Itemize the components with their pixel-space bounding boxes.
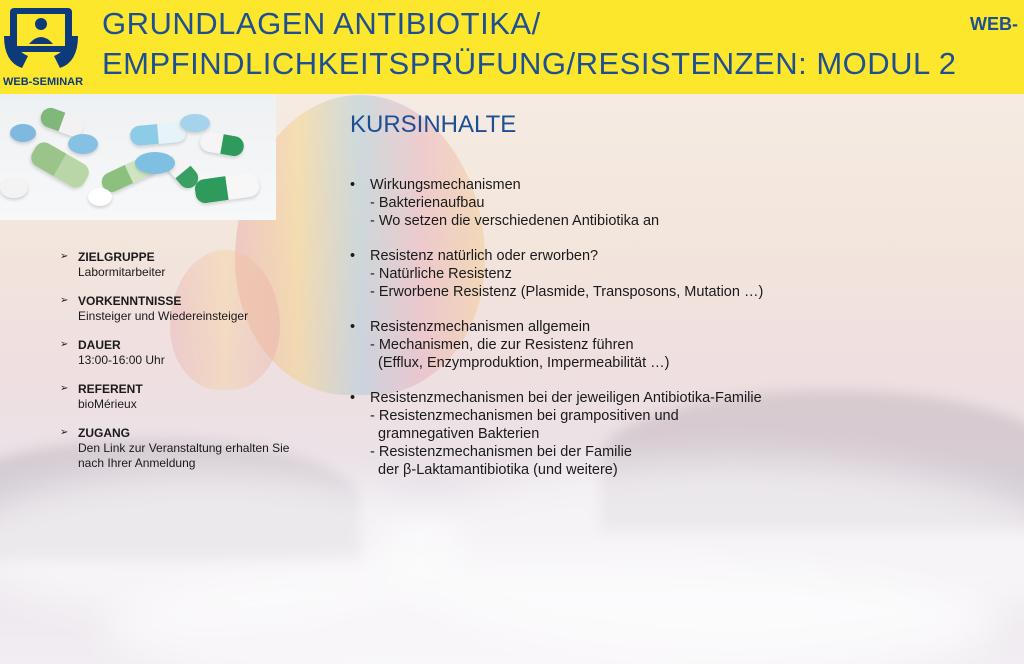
detail-speaker (60, 382, 320, 412)
content-main: Wirkungsmechanismen (370, 177, 521, 193)
content-sub: (Efflux, Enzymproduktion, Impermeabilität …) (370, 355, 670, 371)
detail-duration (60, 338, 320, 368)
detail-text: Labormitarbeiter (78, 265, 166, 279)
arrow-bullet-icon: ➢ (60, 295, 69, 306)
content-sub: - Resistenzmechanismen bei grampositiven und (370, 408, 679, 424)
title-line-1: GRUNDLAGEN ANTIBIOTIKA/ (102, 6, 541, 41)
content-sub: - Natürliche Resistenz (370, 266, 512, 282)
course-details-list (60, 250, 320, 485)
arrow-bullet-icon: ➢ (60, 427, 69, 438)
content-sub: - Resistenzmechanismen bei der Familie (370, 444, 632, 460)
content-item (350, 318, 990, 372)
header-bar (0, 0, 1024, 94)
detail-target-group (60, 250, 320, 280)
content-sub: gramnegativen Bakterien (370, 426, 540, 442)
web-seminar-logo (0, 0, 86, 94)
detail-text: Den Link zur Veranstaltung erhalten Sie (78, 441, 290, 455)
detail-text: 13:00-16:00 Uhr (78, 353, 165, 367)
bullet-dot: • (350, 177, 356, 193)
detail-heading: VORKENNTNISSE (78, 294, 182, 308)
content-main: Resistenzmechanismen bei der jeweiligen Antibiotika-Familie (370, 390, 762, 406)
detail-access (60, 426, 320, 471)
content-sub: - Erworbene Resistenz (Plasmide, Transposons, Mutation …) (370, 284, 764, 300)
content-main: Resistenz natürlich oder erworben? (370, 248, 599, 264)
detail-text: Einsteiger und Wiedereinsteiger (78, 309, 249, 323)
corner-tag: WEB- (970, 14, 1018, 34)
page-title (102, 4, 962, 84)
content-sub: - Bakterienaufbau (370, 195, 485, 211)
bullet-dot: • (350, 248, 356, 264)
pills-photo (0, 94, 276, 220)
section-title: KURSINHALTE (350, 111, 517, 138)
logo-label: WEB-SEMINAR (2, 76, 84, 88)
content-item (350, 247, 990, 301)
content-item (350, 389, 990, 479)
detail-heading: REFERENT (78, 382, 143, 396)
detail-text: nach Ihrer Anmeldung (78, 456, 196, 470)
content-main: Resistenzmechanismen allgemein (370, 319, 591, 335)
title-line-2: EMPFINDLICHKEITSPRÜFUNG/RESISTENZEN: MODUL 2 (102, 46, 957, 81)
course-contents (350, 176, 990, 496)
content-sub: - Wo setzen die verschiedenen Antibiotika an (370, 213, 660, 229)
detail-heading: ZUGANG (78, 426, 130, 440)
content-sub: - Mechanismen, die zur Resistenz führen (370, 337, 634, 353)
detail-text: bioMérieux (78, 397, 137, 411)
detail-prior-knowledge (60, 294, 320, 324)
bullet-dot: • (350, 319, 356, 335)
content-item (350, 176, 990, 230)
arrow-bullet-icon: ➢ (60, 251, 69, 262)
detail-heading: ZIELGRUPPE (78, 250, 155, 264)
content-sub: der β-Laktamantibiotika (und weitere) (370, 462, 618, 478)
arrow-bullet-icon: ➢ (60, 339, 69, 350)
detail-heading: DAUER (78, 338, 121, 352)
arrow-bullet-icon: ➢ (60, 383, 69, 394)
bullet-dot: • (350, 390, 356, 406)
